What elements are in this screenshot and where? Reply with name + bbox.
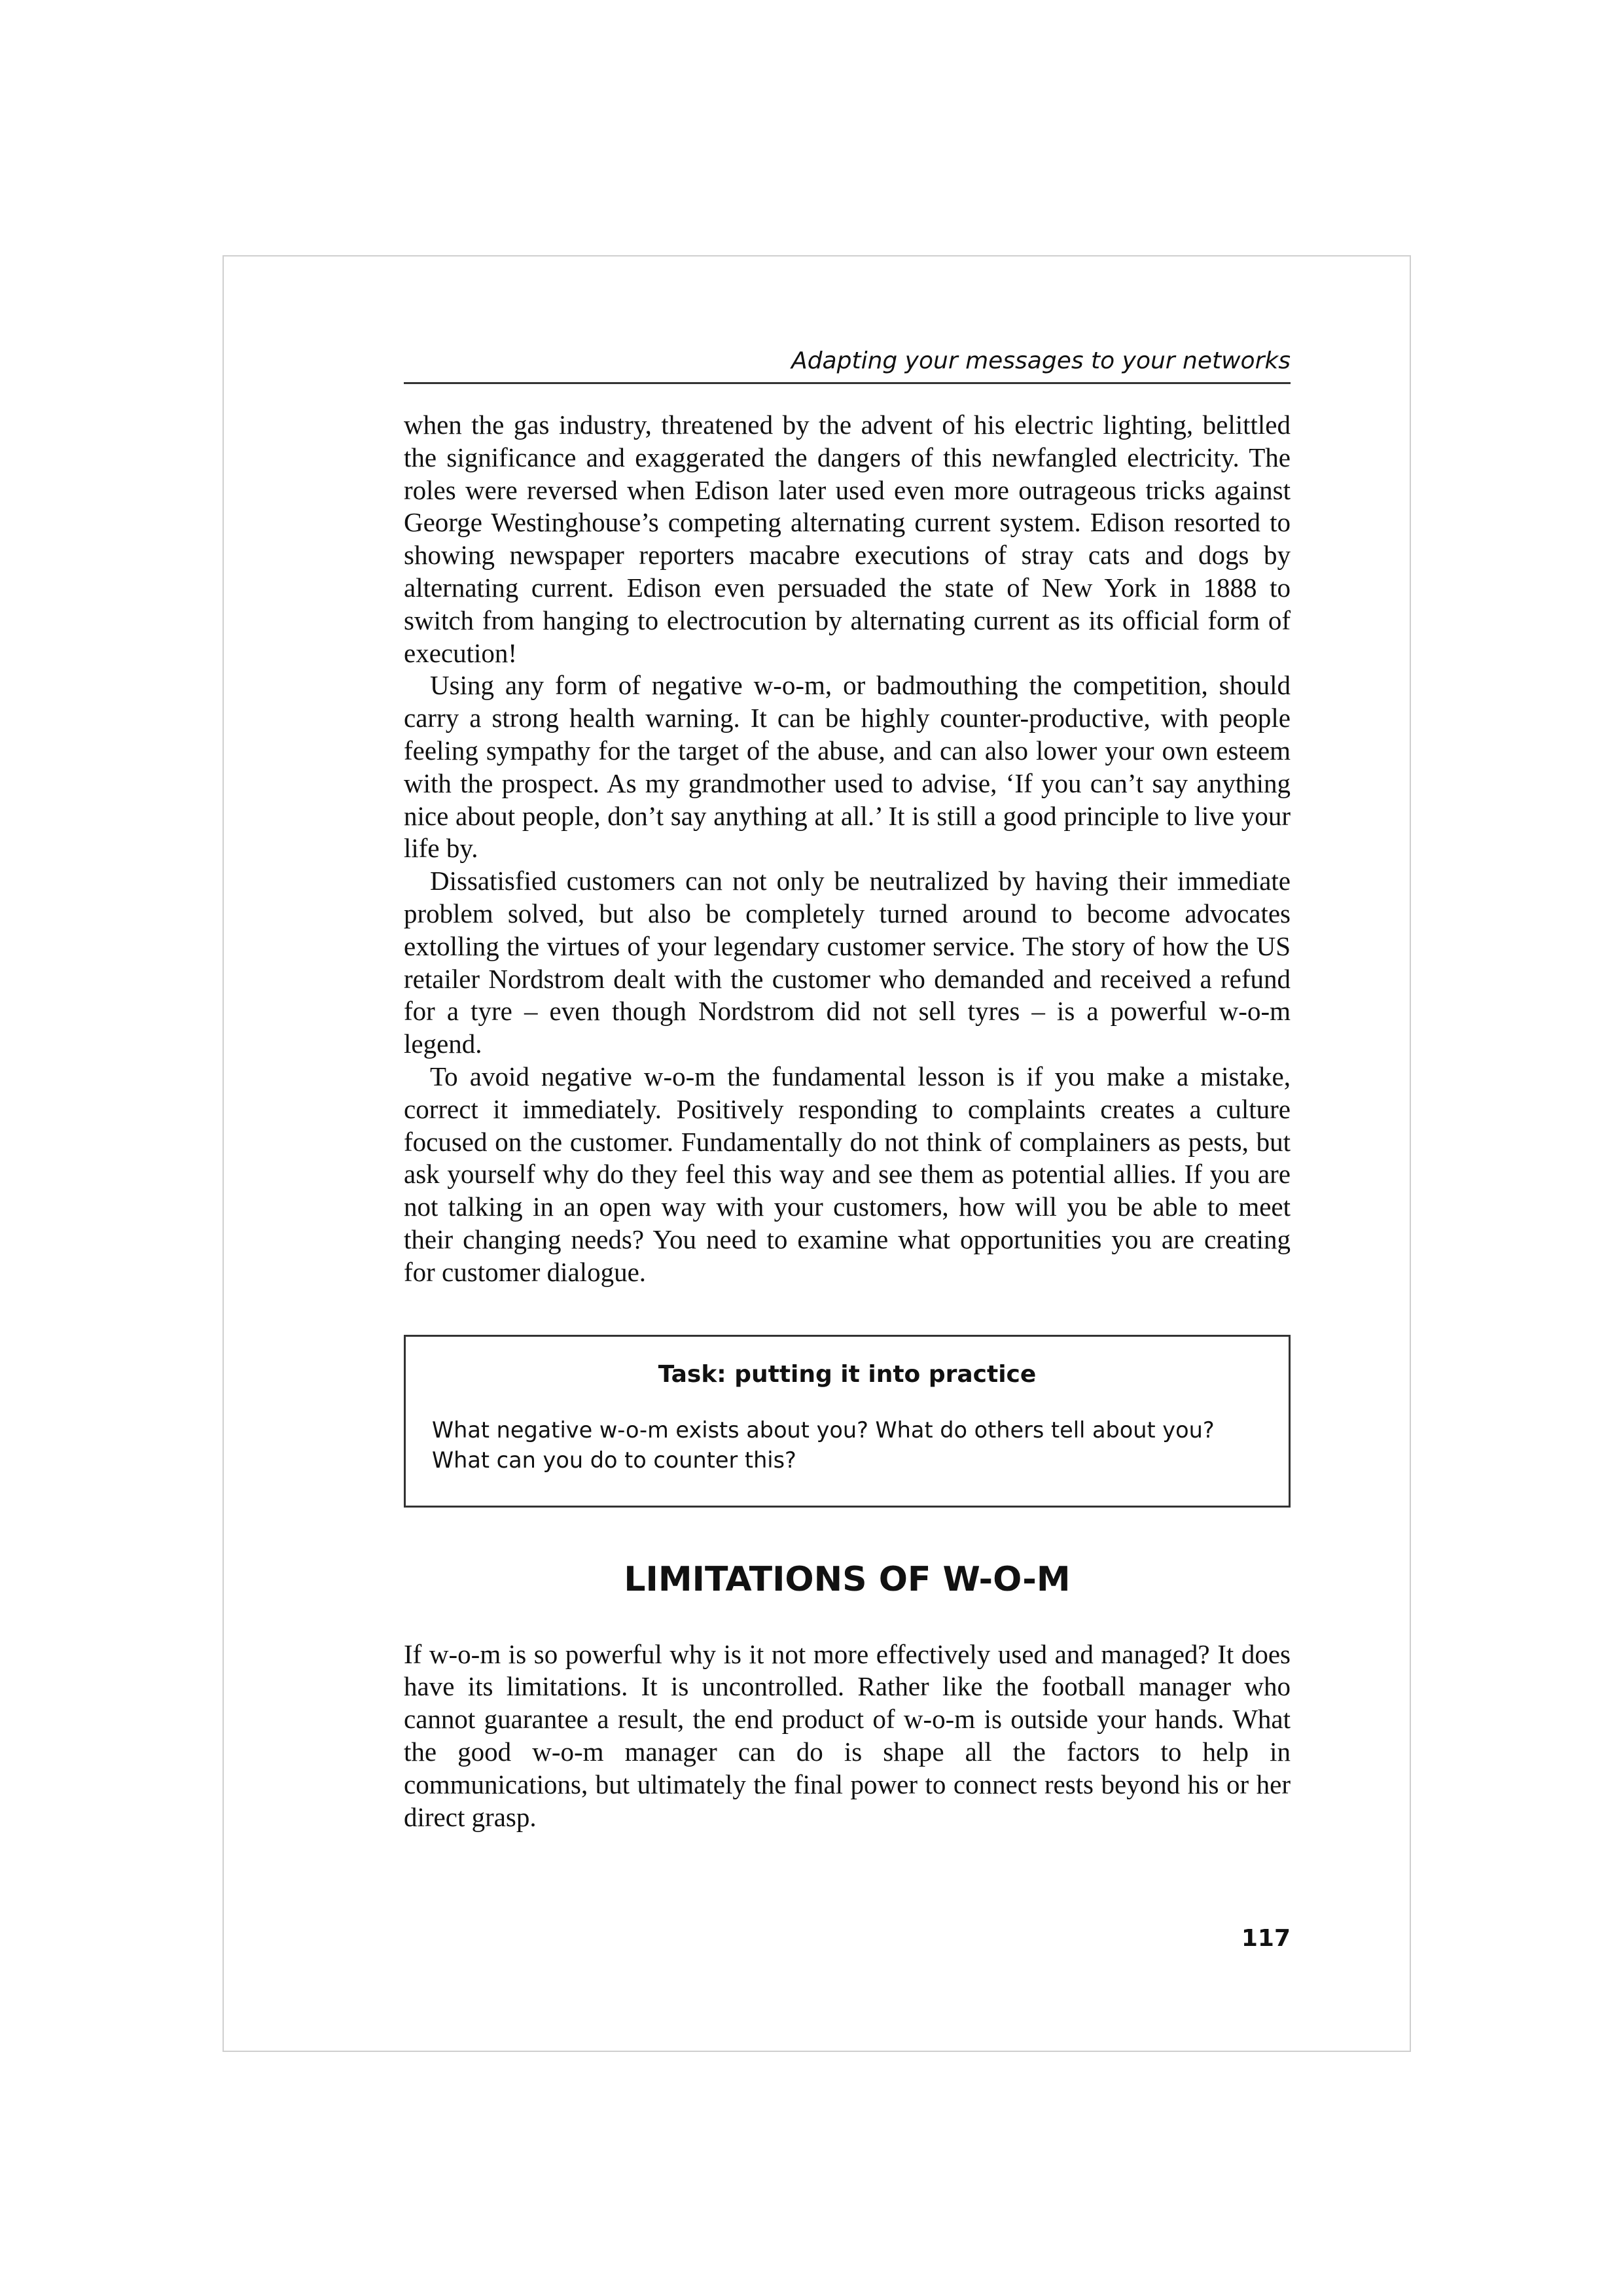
task-body: What negative w-o-m exists about you? What do others tell about you? What can you do to counter this?: [432, 1417, 1215, 1473]
running-head: Adapting your messages to your networks: [404, 347, 1291, 384]
page-number: 117: [1241, 1925, 1291, 1952]
task-title: Task: putting it into practice: [658, 1360, 1037, 1388]
section-paragraph: If w-o-m is so powerful why is it not more effectively used and managed? It does have its limitations. It is uncontrolled. Rather like the football manager who cannot guarantee a result, the end product of w-o-m is outside your hands. What the good w-o-m manager can do is shape all the factors to help in communications, but ultimately the final power to connect rests beyond his or her direct grasp.: [404, 1638, 1291, 1832]
body-text: [404, 409, 1291, 1289]
page-content: [404, 347, 1291, 1952]
paragraph-3: Dissatisfied customers can not only be neutralized by having their immediate problem solved, but also be completely turned around to become advocates extolling the virtues of your legendary customer service. The story of how the US retailer Nordstrom dealt with the customer who demanded and received a refund for a tyre – even though Nordstrom did not sell tyres – is a powerful w-o-m legend.: [404, 866, 1291, 1059]
section-body: [404, 1638, 1291, 1834]
paragraph-2: Using any form of negative w-o-m, or badmouthing the competition, should carry a strong health warning. It can be highly counter-productive, with people feeling sympathy for the target of the abuse, and can also lower your own esteem with the prospect. As my grandmother used to advise, ‘If you can’t say anything nice about people, don’t say anything at all.’ It is still a good principle to live your life by.: [404, 670, 1291, 864]
paragraph-1: when the gas industry, threatened by the advent of his electric lighting, belittled the significance and exaggerated the dangers of this newfangled electricity. The roles were reversed when Edison later used even more outrageous tricks against George Westinghouse’s competing alternating current system. Edison resorted to showing newspaper reporters macabre executions of stray cats and dogs by alternating current. Edison even persuaded the state of New York in 1888 to switch from hanging to electrocution by alternating current as its official form of execution!: [404, 410, 1291, 668]
section-heading: LIMITATIONS OF W-O-M: [624, 1559, 1071, 1599]
paragraph-4: To avoid negative w-o-m the fundamental lesson is if you make a mistake, correct it immediately. Positively responding to complaints creates a culture focused on the customer. Fundamentally do not think of complainers as pests, but ask yourself why do they feel this way and see them as potential allies. If you are not talking in an open way with your customers, how will you be able to meet their changing needs? You need to examine what opportunities you are creating for customer dialogue.: [404, 1061, 1291, 1287]
task-box: [404, 1335, 1291, 1508]
